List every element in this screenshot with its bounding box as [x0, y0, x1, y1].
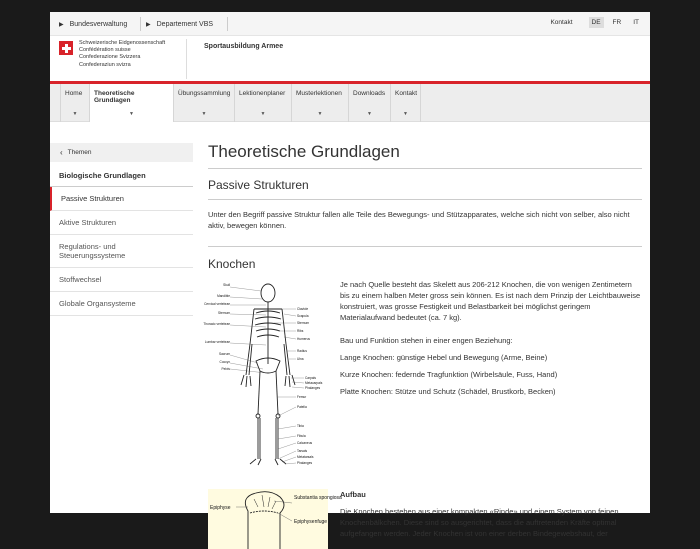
label-metacarpals: Metacarpals — [305, 381, 323, 385]
knochen-para-4: Kurze Knochen: federnde Tragfunktion (Wirbelsäule, Fuss, Hand) — [340, 370, 558, 379]
aufbau-text — [340, 489, 642, 549]
label-metatarsals: Metatarsals — [297, 455, 314, 459]
nav-theoretische-grundlagen[interactable]: Theoretische Grundlagen ▼ — [90, 84, 174, 122]
label-lumbar: Lumbar vertebrae — [204, 340, 230, 344]
nav-lektionenplaner[interactable]: Lektionenplaner ▼ — [235, 84, 292, 122]
breadcrumb-departement[interactable]: ▶ Departement VBS — [146, 20, 214, 28]
knochen-heading: Knochen — [208, 257, 256, 271]
knochen-para-3: Lange Knochen: günstige Hebel und Bewegung (Arme, Beine) — [340, 353, 548, 362]
label-humerus: Humerus — [297, 337, 310, 341]
site-title[interactable]: Sportausbildung Armee — [204, 43, 284, 50]
label-tibia: Tibia — [297, 424, 304, 428]
label-ulna: Ulna — [297, 357, 304, 361]
label-carpals: Carpals — [305, 376, 316, 380]
page-title: Theoretische Grundlagen — [208, 142, 642, 169]
aufbau-para: Die Knochen bestehen aus einer kompakten «Rinde» und einem System von feinen Knochenbälkchen. Diese sind so ausgerichtet, dass die auftretenden Kräfte optimal aufgefangen werden. Jeder Knochen ist von einer derben Bindegewebshaut, der — [340, 507, 619, 538]
chevron-down-icon: ▼ — [403, 111, 408, 117]
label-epiphyse: Epiphyse — [210, 505, 231, 511]
label-coccyx: Coccyx — [219, 360, 230, 364]
label-epiphysenfuge: Epiphysenfuge — [294, 519, 328, 525]
nav-musterlektionen[interactable]: Musterlektionen ▼ — [292, 84, 349, 122]
sidebar-item-organsysteme[interactable]: Globale Organsysteme — [50, 292, 193, 316]
label-radius: Radius — [297, 349, 307, 353]
skeleton-illustration — [203, 279, 328, 479]
chevron-down-icon: ▼ — [317, 111, 323, 117]
label-substantia: Substantia spongiosa — [294, 495, 342, 501]
label-phalanges-hand: Phalanges — [305, 386, 321, 390]
top-links — [550, 17, 642, 28]
label-fibula: Fibula — [297, 434, 306, 438]
label-clavicle: Clavicle — [297, 307, 309, 311]
sidebar-item-passive-strukturen[interactable]: Passive Strukturen — [50, 187, 193, 211]
knochen-para-1: Je nach Quelle besteht das Skelett aus 206-212 Knochen, die von wenigen Zentimetern bis zu einem halben Meter gross sein können. Es ist nach dem Prinzip der Leichtbauweise konstruiert, was grosse Festigkeit und Belastbarkeit bei möglichst geringem Materialaufwand bedeutet (ca. 7 kg). — [340, 280, 641, 322]
knochen-block — [203, 279, 642, 479]
knochen-text — [340, 279, 642, 479]
label-tarsals: Tarsals — [297, 449, 308, 453]
label-thoracic: Thoracic vertebrae — [203, 322, 230, 326]
nav-downloads[interactable]: Downloads ▼ — [349, 84, 391, 122]
label-sternum-right: Sternum — [297, 321, 310, 325]
aufbau-heading: Aufbau — [340, 490, 366, 499]
lang-fr[interactable]: FR — [612, 19, 622, 26]
label-calcaneus: Calcaneus — [297, 441, 313, 445]
chevron-down-icon: ▼ — [201, 111, 207, 117]
label-scapula: Scapula — [297, 314, 309, 318]
aufbau-block — [208, 489, 642, 549]
sidebar-item-stoffwechsel[interactable]: Stoffwechsel — [50, 268, 193, 292]
sidebar-item-aktive-strukturen[interactable]: Aktive Strukturen — [50, 211, 193, 235]
chevron-right-icon: ▶ — [59, 21, 64, 28]
label-skull: Skull — [223, 283, 230, 287]
chevron-right-icon: ▶ — [146, 21, 151, 28]
breadcrumb-separator — [140, 17, 141, 31]
main-content — [203, 133, 642, 549]
bone-structure-illustration — [208, 489, 342, 549]
label-patella: Patella — [297, 405, 307, 409]
chevron-left-icon: ‹ — [60, 148, 63, 157]
label-sternum-left: Sternum — [217, 311, 230, 315]
breadcrumb-separator — [227, 17, 228, 31]
label-pelvis: Pelvis — [221, 367, 230, 371]
lang-de[interactable]: DE — [589, 17, 604, 28]
label-phalanges-foot: Phalanges — [297, 461, 313, 465]
chevron-down-icon: ▼ — [260, 111, 266, 117]
section-subtitle: Passive Strukturen — [208, 178, 642, 200]
sidebar — [50, 133, 193, 316]
label-cervical: Cervical vertebrae — [204, 302, 230, 306]
sidebar-item-regulation[interactable]: Regulations- und Steuerungssysteme — [50, 235, 193, 268]
nav-kontakt[interactable]: Kontakt ▼ — [391, 84, 421, 122]
org-names: Schweizerische Eidgenossenschaft Confédération suisse Confederazione Svizzera Confederaziun svizra — [79, 40, 166, 68]
nav-uebungssammlung[interactable]: Übungssammlung ▼ — [174, 84, 235, 122]
back-to-themen-button[interactable]: ‹ Themen — [50, 143, 193, 162]
label-mandible: Mandible — [217, 294, 230, 298]
chevron-down-icon: ▼ — [72, 111, 78, 117]
contact-link[interactable]: Kontakt — [550, 19, 573, 26]
lang-it[interactable]: IT — [633, 19, 639, 26]
sidebar-heading[interactable]: Biologische Grundlagen — [50, 165, 193, 187]
swiss-flag-logo[interactable] — [59, 41, 73, 55]
label-sacrum: Sacrum — [219, 352, 230, 356]
breadcrumb-bundesverwaltung[interactable]: ▶ Bundesverwaltung — [59, 20, 128, 28]
top-bar — [50, 12, 650, 36]
nav-home[interactable]: Home ▼ — [60, 84, 90, 122]
label-femur: Femur — [297, 395, 307, 399]
intro-text: Unter den Begriff passive Struktur fallen alle Teile des Bewegungs- und Stützapparates, welche sich nicht von selber, also nicht aktiv, bewegen können. — [208, 209, 642, 247]
site-header — [50, 36, 650, 84]
chevron-down-icon: ▼ — [129, 111, 134, 117]
knochen-para-5: Platte Knochen: Stütze und Schutz (Schädel, Brustkorb, Becken) — [340, 387, 556, 396]
page — [50, 12, 650, 538]
chevron-down-icon: ▼ — [367, 111, 372, 117]
main-nav — [50, 84, 650, 122]
knochen-para-2: Bau und Funktion stehen in einer engen Beziehung: — [340, 336, 513, 345]
label-ribs: Ribs — [297, 329, 304, 333]
header-divider — [186, 39, 187, 79]
